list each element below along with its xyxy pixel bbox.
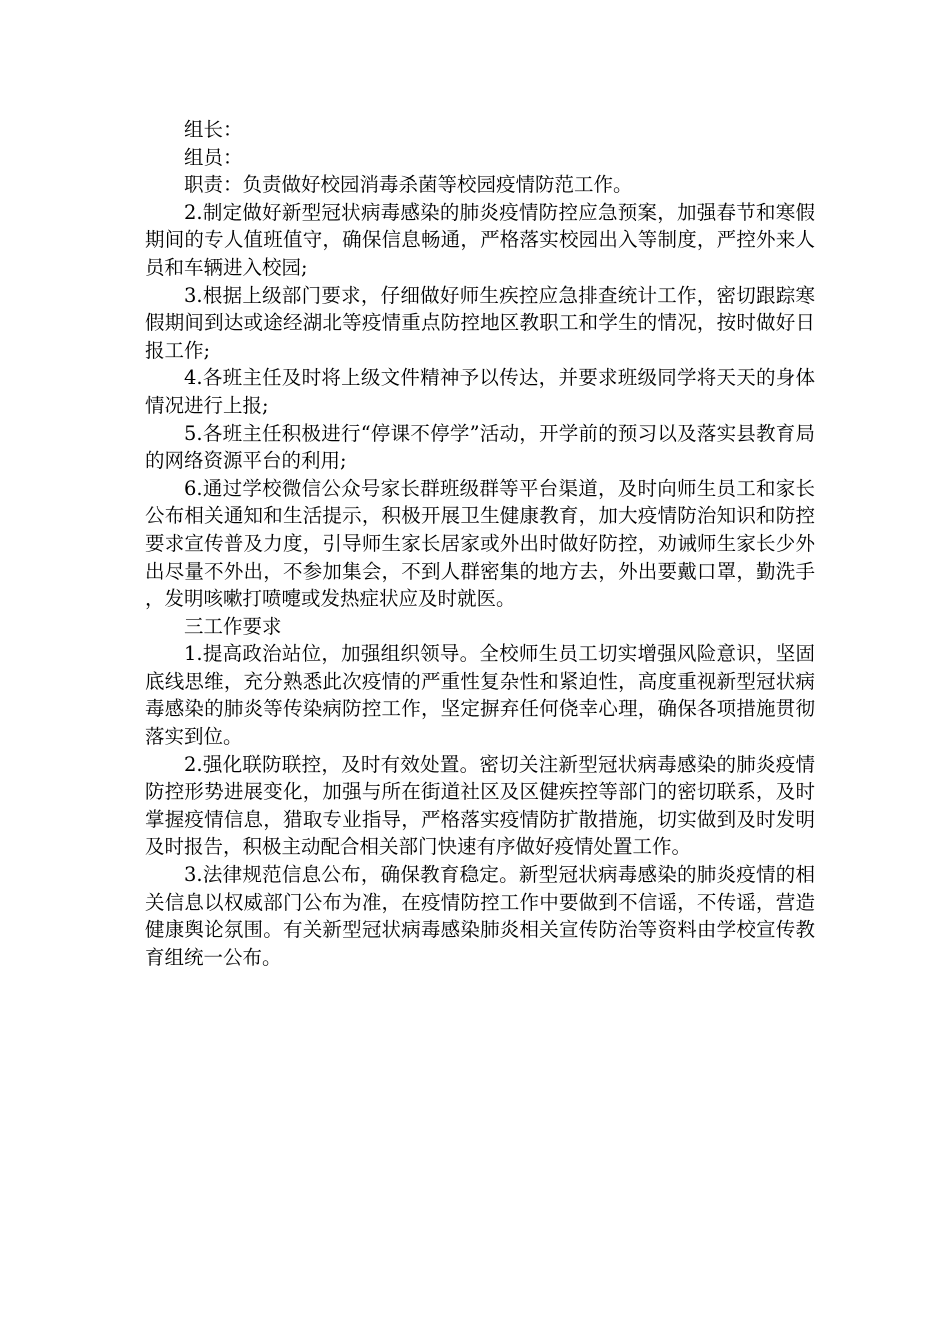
paragraph-item-6: 6.通过学校微信公众号家长群班级群等平台渠道，及时向师生员工和家长公布相关通知和生活提示，积极开展卫生健康教育，加大疫情防治知识和防控要求宣传普及力度，引导师生家长居家或外出时做好防控，劝诫师生家长少外出尽量不外出，不参加集会，不到人群密集的地方去，外出要戴口罩，勤洗手，发明咳嗽打喷嚏或发热症状应及时就医。 <box>145 476 815 611</box>
paragraph-item-4: 4.各班主任及时将上级文件精神予以传达，并要求班级同学将天天的身体情况进行上报; <box>145 366 815 417</box>
paragraph-requirement-1: 1.提高政治站位，加强组织领导。全校师生员工切实增强风险意识，坚固底线思维，充分熟悉此次疫情的严重性复杂性和紧迫性，高度重视新型冠状病毒感染的肺炎等传染病防控工作，坚定摒弃任何侥幸心理，确保各项措施贯彻落实到位。 <box>145 642 815 749</box>
paragraph-item-2: 2.制定做好新型冠状病毒感染的肺炎疫情防控应急预案，加强春节和寒假期间的专人值班值守，确保信息畅通，严格落实校园出入等制度，严控外来人员和车辆进入校园; <box>145 200 815 279</box>
paragraph-duties: 职责：负责做好校园消毒杀菌等校园疫情防范工作。 <box>184 173 633 197</box>
paragraph-item-3: 3.根据上级部门要求，仔细做好师生疾控应急排查统计工作，密切跟踪寒假期间到达或途经湖北等疫情重点防控地区教职工和学生的情况，按时做好日报工作; <box>145 283 815 362</box>
paragraph-requirement-2: 2.强化联防联控，及时有效处置。密切关注新型冠状病毒感染的肺炎疫情防控形势进展变化，加强与所在街道社区及区健疾控等部门的密切联系，及时掌握疫情信息，猎取专业指导，严格落实疫情防扩散措施，切实做到及时发明及时报告，积极主动配合相关部门快速有序做好疫情处置工作。 <box>145 752 815 859</box>
section-heading-work-requirements: 三工作要求 <box>184 614 282 638</box>
paragraph-group-leader: 组长： <box>184 118 243 141</box>
document-body <box>145 116 815 971</box>
paragraph-requirement-3: 3.法律规范信息公布，确保教育稳定。新型冠状病毒感染的肺炎疫情的相关信息以权威部门公布为准，在疫情防控工作中要做到不信谣，不传谣，营造健康舆论氛围。有关新型冠状病毒感染肺炎相关宣传防治等资料由学校宣传教育组统一公布。 <box>145 863 815 969</box>
paragraph-item-5: 5.各班主任积极进行“停课不停学”活动，开学前的预习以及落实县教育局的网络资源平台的利用; <box>145 421 815 473</box>
paragraph-group-members: 组员： <box>184 145 243 169</box>
